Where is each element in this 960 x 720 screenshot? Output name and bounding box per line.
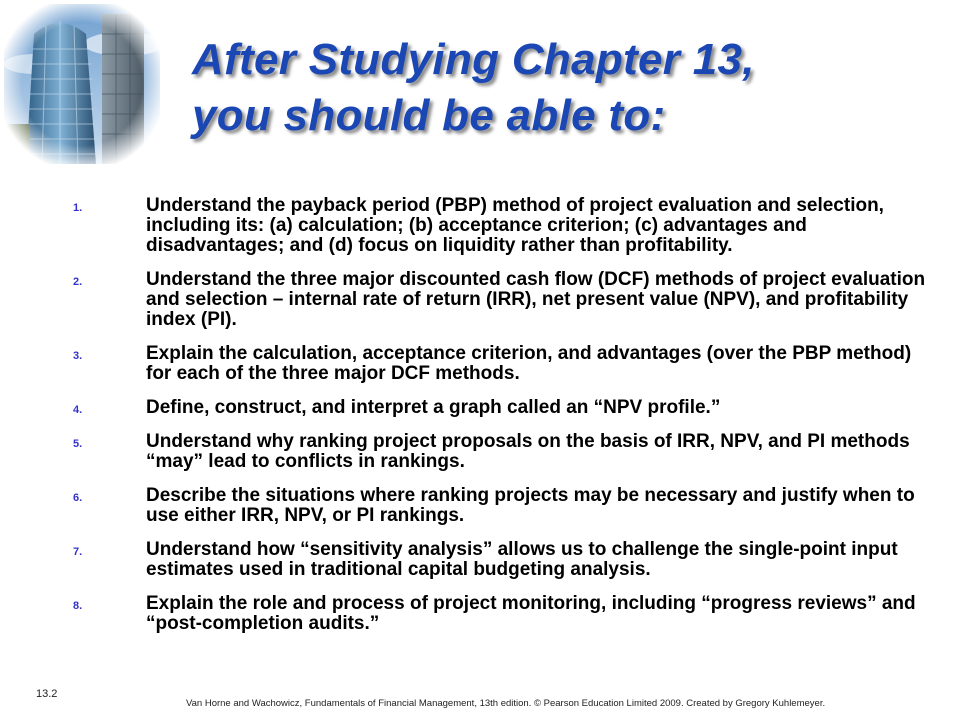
objective-number: 8. (73, 600, 83, 612)
objective-number: 3. (73, 350, 83, 362)
objective-text: Understand the three major discounted cash flow (DCF) methods of project evaluation and selection – internal rate of return (IRR), net present value (NPV), and profitability index (PI). (146, 269, 926, 330)
objective-item (70, 486, 940, 526)
objective-number: 5. (73, 438, 83, 450)
objective-text: Understand the payback period (PBP) method of project evaluation and selection, including its: (a) calculation; (b) acceptance criterion; (c) advantages and disadvantages; and (d) focus on liquidity rather than profitability. (146, 195, 884, 256)
objective-text: Define, construct, and interpret a graph called an “NPV profile.” (146, 397, 721, 418)
objective-text: Explain the role and process of project monitoring, including “progress reviews” and “post-completion audits.” (146, 593, 916, 634)
title-line-1: After Studying Chapter 13, (192, 35, 755, 84)
objective-number: 4. (73, 404, 83, 416)
objective-text: Understand why ranking project proposals on the basis of IRR, NPV, and PI methods “may” lead to conflicts in rankings. (146, 431, 910, 472)
footer-citation: Van Horne and Wachowicz, Fundamentals of Financial Management, 13th edition. © Pearson Education Limited 2009. Created by Gregory Kuhlemeyer. (186, 698, 826, 709)
objective-text: Explain the calculation, acceptance criterion, and advantages (over the PBP method) for each of the three major DCF methods. (146, 343, 912, 384)
objective-number: 6. (73, 492, 83, 504)
objective-text: Describe the situations where ranking projects may be necessary and justify when to use either IRR, NPV, or PI rankings. (146, 485, 915, 526)
objective-item (70, 432, 940, 472)
objective-item (70, 196, 940, 256)
slide-number: 13.2 (36, 688, 58, 700)
objective-item (70, 540, 940, 580)
slide-title (192, 32, 932, 144)
skyscraper-photo (4, 4, 160, 164)
objective-text: Understand how “sensitivity analysis” allows us to challenge the single-point input estimates used in traditional capital budgeting analysis. (146, 539, 898, 580)
objective-number: 2. (73, 276, 83, 288)
objective-item (70, 594, 940, 634)
objective-item (70, 398, 940, 418)
objective-item (70, 270, 940, 330)
title-line-2: you should be able to: (192, 91, 666, 140)
objective-number: 7. (73, 546, 83, 558)
objectives-list (70, 196, 940, 648)
objective-item (70, 344, 940, 384)
objective-number: 1. (73, 202, 83, 214)
